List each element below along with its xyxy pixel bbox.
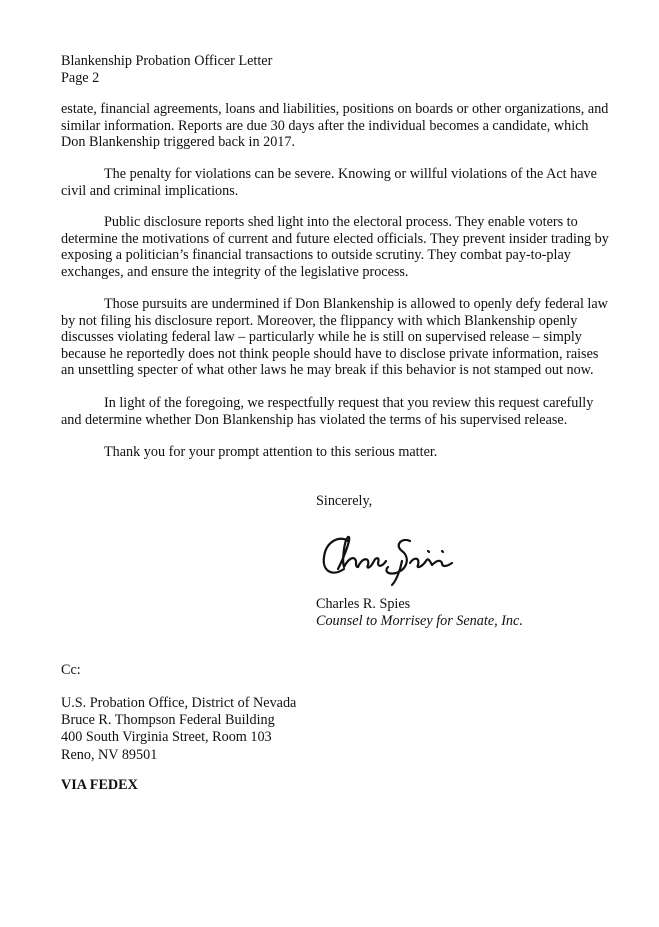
text-line: Public disclosure reports shed light into the electoral process. They enable voters to — [104, 214, 578, 230]
text-line: similar information. Reports are due 30 days after the individual becomes a candidate, which — [61, 117, 589, 134]
signer-role: Counsel to Morrisey for Senate, Inc. — [316, 613, 523, 629]
text-line: discusses violating federal law – particularly while he is still on supervised release – simply — [61, 329, 582, 346]
delivery-method: VIA FEDEX — [61, 777, 138, 793]
text-line: estate, financial agreements, loans and liabilities, positions on boards or other organizations, and — [61, 101, 609, 117]
paragraph-penalty — [61, 166, 621, 199]
cc-address — [61, 695, 296, 764]
signer-name: Charles R. Spies — [316, 596, 411, 612]
paragraph-thanks — [61, 444, 621, 461]
letter-header — [61, 53, 272, 87]
text-line: exchanges, and ensure the integrity of the legislative process. — [61, 263, 409, 280]
cc-label: Cc: — [61, 662, 81, 678]
salutation: Sincerely, — [316, 493, 373, 509]
address-line: Reno, NV 89501 — [61, 746, 158, 763]
paragraph-continuation — [61, 101, 621, 151]
text-line: The penalty for violations can be severe. Knowing or willful violations of the Act have — [104, 166, 597, 182]
text-line: Don Blankenship triggered back in 2017. — [61, 134, 296, 151]
text-line: because he reportedly does not think people should have to disclose private information, raises — [61, 345, 599, 362]
letter-title: Blankenship Probation Officer Letter — [61, 53, 273, 69]
address-line: 400 South Virginia Street, Room 103 — [61, 729, 272, 746]
text-line: and determine whether Don Blankenship has violated the terms of his supervised release. — [61, 411, 568, 428]
address-line: U.S. Probation Office, District of Nevada — [61, 695, 297, 711]
address-line: Bruce R. Thompson Federal Building — [61, 712, 275, 729]
text-line: determine the motivations of current and future elected officials. They prevent insider trading by — [61, 230, 609, 247]
handwritten-signature — [318, 527, 458, 587]
paragraph-undermined — [61, 296, 621, 379]
text-line: civil and criminal implications. — [61, 182, 239, 199]
text-line: an unsettling specter of what other laws he may break if this behavior is not stamped out now. — [61, 362, 594, 379]
paragraph-disclosure — [61, 214, 621, 280]
paragraph-request — [61, 395, 621, 428]
text-line: exposing a politician’s financial transactions to outside scrutiny. They combat pay-to-play — [61, 247, 571, 264]
text-line: Thank you for your prompt attention to this serious matter. — [104, 444, 438, 460]
text-line: by not filing his disclosure report. Moreover, the flippancy with which Blankenship openly — [61, 312, 578, 329]
text-line: Those pursuits are undermined if Don Blankenship is allowed to openly defy federal law — [104, 296, 608, 312]
text-line: In light of the foregoing, we respectfully request that you review this request carefully — [104, 395, 594, 411]
page-number: Page 2 — [61, 70, 100, 86]
